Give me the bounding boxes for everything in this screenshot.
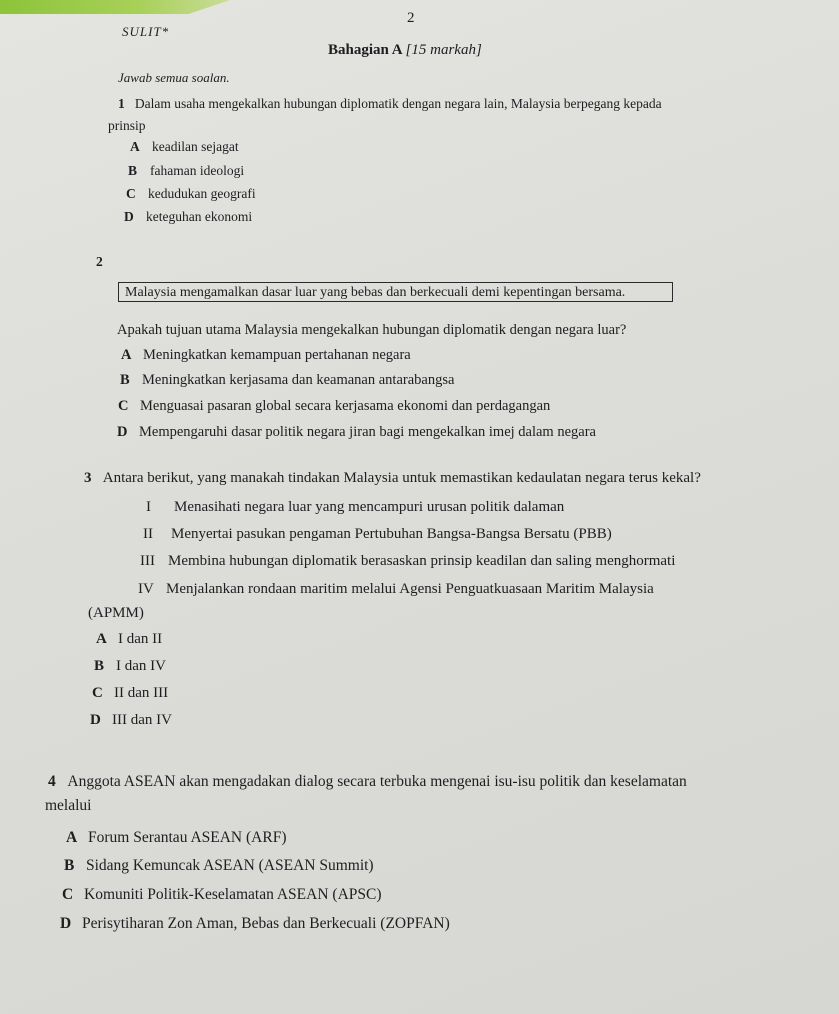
q4-option-a[interactable]: A Forum Serantau ASEAN (ARF) [66, 829, 287, 846]
question-4-stem-cont: melalui [45, 797, 92, 814]
question-1-stem [118, 96, 662, 112]
q3-statement-iv: IV Menjalankan rondaan maritim melalui Agensi Penguatkuasaan Maritim Malaysia [138, 581, 654, 597]
q2-option-c[interactable]: C Menguasai pasaran global secara kerjasama ekonomi dan perdagangan [118, 398, 551, 414]
q3-option-b[interactable]: B I dan IV [94, 658, 166, 674]
q2-stimulus-box: Malaysia mengamalkan dasar luar yang bebas dan berkecuali demi kepentingan bersama. [118, 282, 673, 302]
q2-option-a[interactable]: A Meningkatkan kemampuan pertahanan negara [121, 347, 411, 363]
section-marks: [15 markah] [405, 42, 482, 58]
question-3-text: Antara berikut, yang manakah tindakan Malaysia untuk memastikan kedaulatan negara terus kekal? [102, 470, 701, 486]
question-1-stem-cont: prinsip [108, 118, 146, 133]
q1-option-b[interactable]: B fahaman ideologi [128, 163, 245, 178]
question-3-number: 3 [84, 470, 92, 486]
question-3-stem [84, 470, 701, 487]
question-4-text: Anggota ASEAN akan mengadakan dialog secara terbuka mengenai isu-isu politik dan keselamatan [67, 773, 687, 790]
instruction: Jawab semua soalan. [118, 70, 230, 85]
section-title [328, 42, 482, 59]
sulit-label: SULIT* [122, 24, 170, 39]
q3-option-d[interactable]: D III dan IV [90, 712, 172, 728]
q4-option-d[interactable]: D Perisytiharan Zon Aman, Bebas dan Berkecuali (ZOPFAN) [60, 915, 450, 932]
page-number: 2 [407, 10, 415, 26]
q3-option-c[interactable]: C II dan III [92, 685, 169, 701]
q2-option-d[interactable]: D Mempengaruhi dasar politik negara jiran bagi mengekalkan imej dalam negara [117, 424, 596, 440]
q3-statement-ii: II Menyertai pasukan pengaman Pertubuhan Bangsa-Bangsa Bersatu (PBB) [143, 526, 612, 542]
q3-statement-i: I Menasihati negara luar yang mencampuri urusan politik dalaman [146, 499, 565, 515]
question-2-number: 2 [96, 254, 103, 269]
q1-option-c[interactable]: C kedudukan geografi [126, 186, 256, 201]
q3-option-a[interactable]: A I dan II [96, 631, 163, 647]
q3-statement-iii: III Membina hubungan diplomatik berasaskan prinsip keadilan dan saling menghormati [140, 553, 676, 569]
q4-option-b[interactable]: B Sidang Kemuncak ASEAN (ASEAN Summit) [64, 857, 374, 874]
q4-option-c[interactable]: C Komuniti Politik-Keselamatan ASEAN (APSC) [62, 886, 382, 903]
q3-statement-iv-cont: (APMM) [88, 605, 144, 621]
q1-option-a[interactable]: A keadilan sejagat [130, 139, 239, 154]
q1-option-d[interactable]: D keteguhan ekonomi [124, 209, 253, 224]
question-1-text: Dalam usaha mengekalkan hubungan diplomatik dengan negara lain, Malaysia berpegang kepada [134, 96, 662, 111]
question-4-number: 4 [48, 773, 56, 790]
question-2-stem: Apakah tujuan utama Malaysia mengekalkan hubungan diplomatik dengan negara luar? [117, 322, 627, 338]
q2-option-b[interactable]: B Meningkatkan kerjasama dan keamanan antarabangsa [120, 372, 455, 388]
question-4-stem [48, 773, 687, 791]
section-name: Bahagian A [328, 42, 402, 58]
question-1-number: 1 [118, 96, 125, 111]
green-paper-strip [0, 0, 230, 14]
